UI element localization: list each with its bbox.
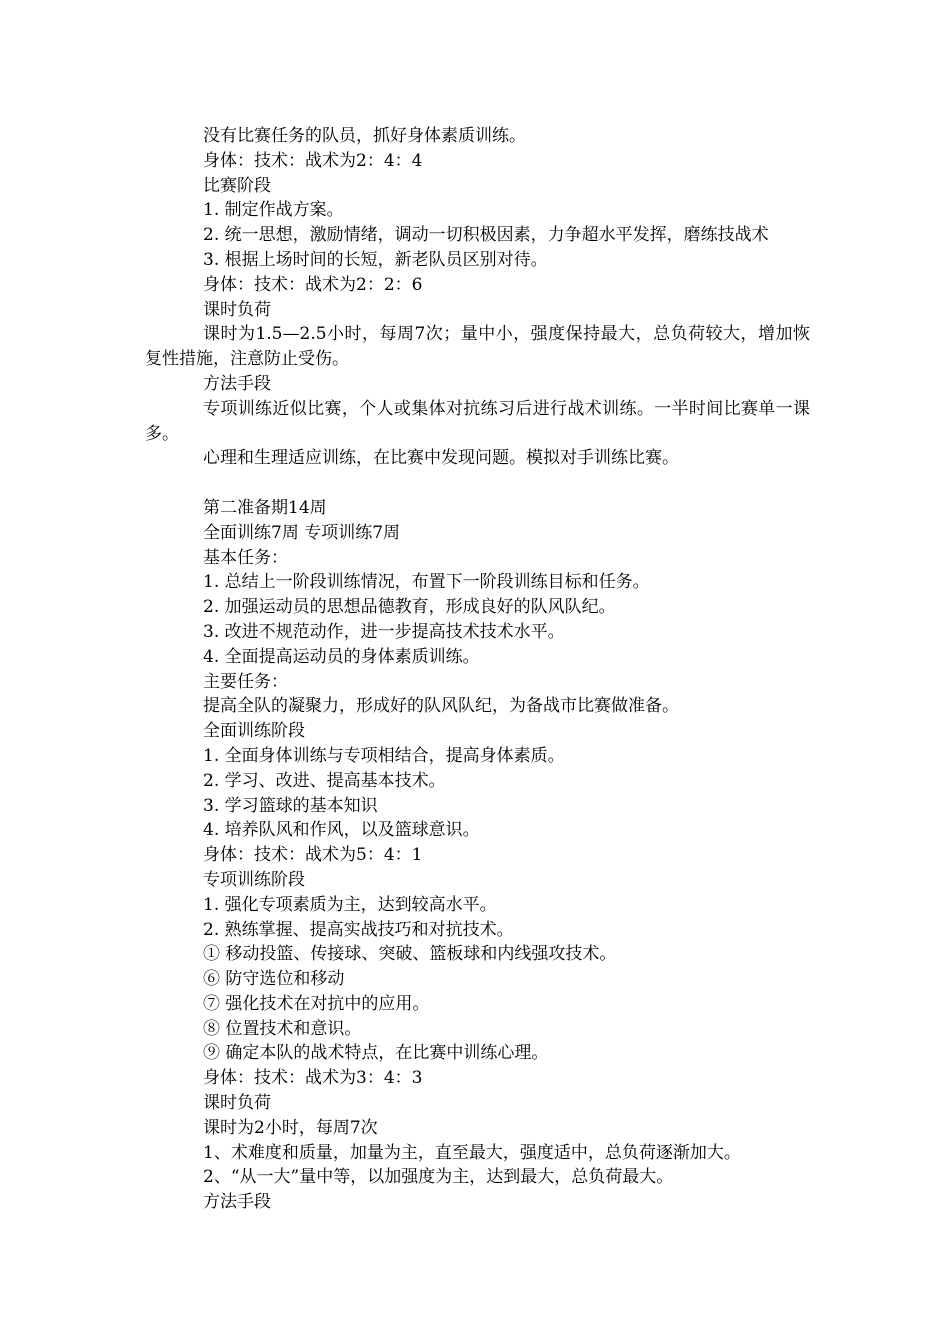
list-item: 3. 改进不规范动作，进一步提高技术技术水平。 (203, 621, 565, 642)
sub-list-item: ① 移动投篮、传接球、突破、篮板球和内线强攻技术。 (203, 944, 617, 965)
ratio-line: 身体：技术：战术为3：4：3 (203, 1068, 423, 1089)
list-item: 4. 全面提高运动员的身体素质训练。 (203, 646, 480, 667)
text-line: 心理和生理适应训练，在比赛中发现问题。模拟对手训练比赛。 (203, 448, 679, 469)
list-item: 2. 加强运动员的思想品德教育，形成良好的队风队纪。 (203, 597, 616, 618)
sub-list-item: ⑦ 强化技术在对抗中的应用。 (203, 993, 430, 1014)
section-heading: 比赛阶段 (203, 175, 271, 196)
list-item: 1. 强化专项素质为主，达到较高水平。 (203, 894, 497, 915)
list-item: 2. 学习、改进、提高基本技术。 (203, 770, 446, 791)
list-item: 1. 总结上一阶段训练情况，布置下一阶段训练目标和任务。 (203, 572, 650, 593)
section-heading: 全面训练阶段 (203, 721, 305, 742)
list-item: 2. 统一思想，激励情绪，调动一切积极因素，力争超水平发挥，磨练技战术 (203, 225, 769, 246)
paragraph: 专项训练近似比赛，个人或集体对抗练习后进行战术训练。一半时间比赛单一课多。 (145, 398, 810, 444)
section-heading: 主要任务： (203, 671, 288, 692)
ratio-line: 身体：技术：战术为2：4：4 (203, 150, 423, 171)
blank-line (145, 471, 810, 496)
ratio-line: 身体：技术：战术为2：2：6 (203, 274, 423, 295)
sub-list-item: ⑨ 确定本队的战术特点，在比赛中训练心理。 (203, 1043, 549, 1064)
paragraph: 课时为1.5—2.5小时，每周7次；量中小，强度保持最大，总负荷较大，增加恢复性措施，注意防止受伤。 (145, 324, 810, 370)
list-item: 1. 制定作战方案。 (203, 200, 344, 221)
sub-list-item: ⑧ 位置技术和意识。 (203, 1018, 362, 1039)
sub-list-item: ⑥ 防守选位和移动 (203, 969, 345, 990)
section-heading: 专项训练阶段 (203, 869, 305, 890)
text-line: 课时为2小时，每周7次 (203, 1117, 378, 1138)
section-heading: 基本任务： (203, 547, 288, 568)
list-item: 4. 培养队风和作风，以及篮球意识。 (203, 820, 480, 841)
document-body (145, 124, 810, 1215)
list-item: 3. 学习篮球的基本知识 (203, 795, 378, 816)
text-line: 没有比赛任务的队员，抓好身体素质训练。 (203, 126, 526, 146)
list-item: 1. 全面身体训练与专项相结合，提高身体素质。 (203, 745, 565, 766)
ratio-line: 身体：技术：战术为5：4：1 (203, 845, 423, 866)
section-heading: 方法手段 (203, 1192, 271, 1213)
text-line: 提高全队的凝聚力，形成好的队风队纪，为备战市比赛做准备。 (203, 696, 679, 717)
section-heading: 课时负荷 (203, 1093, 271, 1114)
list-item: 3. 根据上场时间的长短，新老队员区别对待。 (203, 249, 548, 270)
section-heading: 方法手段 (203, 373, 271, 394)
list-item: 1、术难度和质量，加量为主，直至最大，强度适中，总负荷逐渐加大。 (203, 1142, 741, 1163)
section-heading: 课时负荷 (203, 299, 271, 320)
text-line: 全面训练7周 专项训练7周 (203, 522, 401, 543)
list-item: 2. 熟练掌握、提高实战技巧和对抗技术。 (203, 919, 514, 940)
period-heading: 第二准备期14周 (203, 497, 327, 518)
list-item: 2、“从一大”量中等，以加强度为主，达到最大，总负荷最大。 (203, 1167, 674, 1188)
